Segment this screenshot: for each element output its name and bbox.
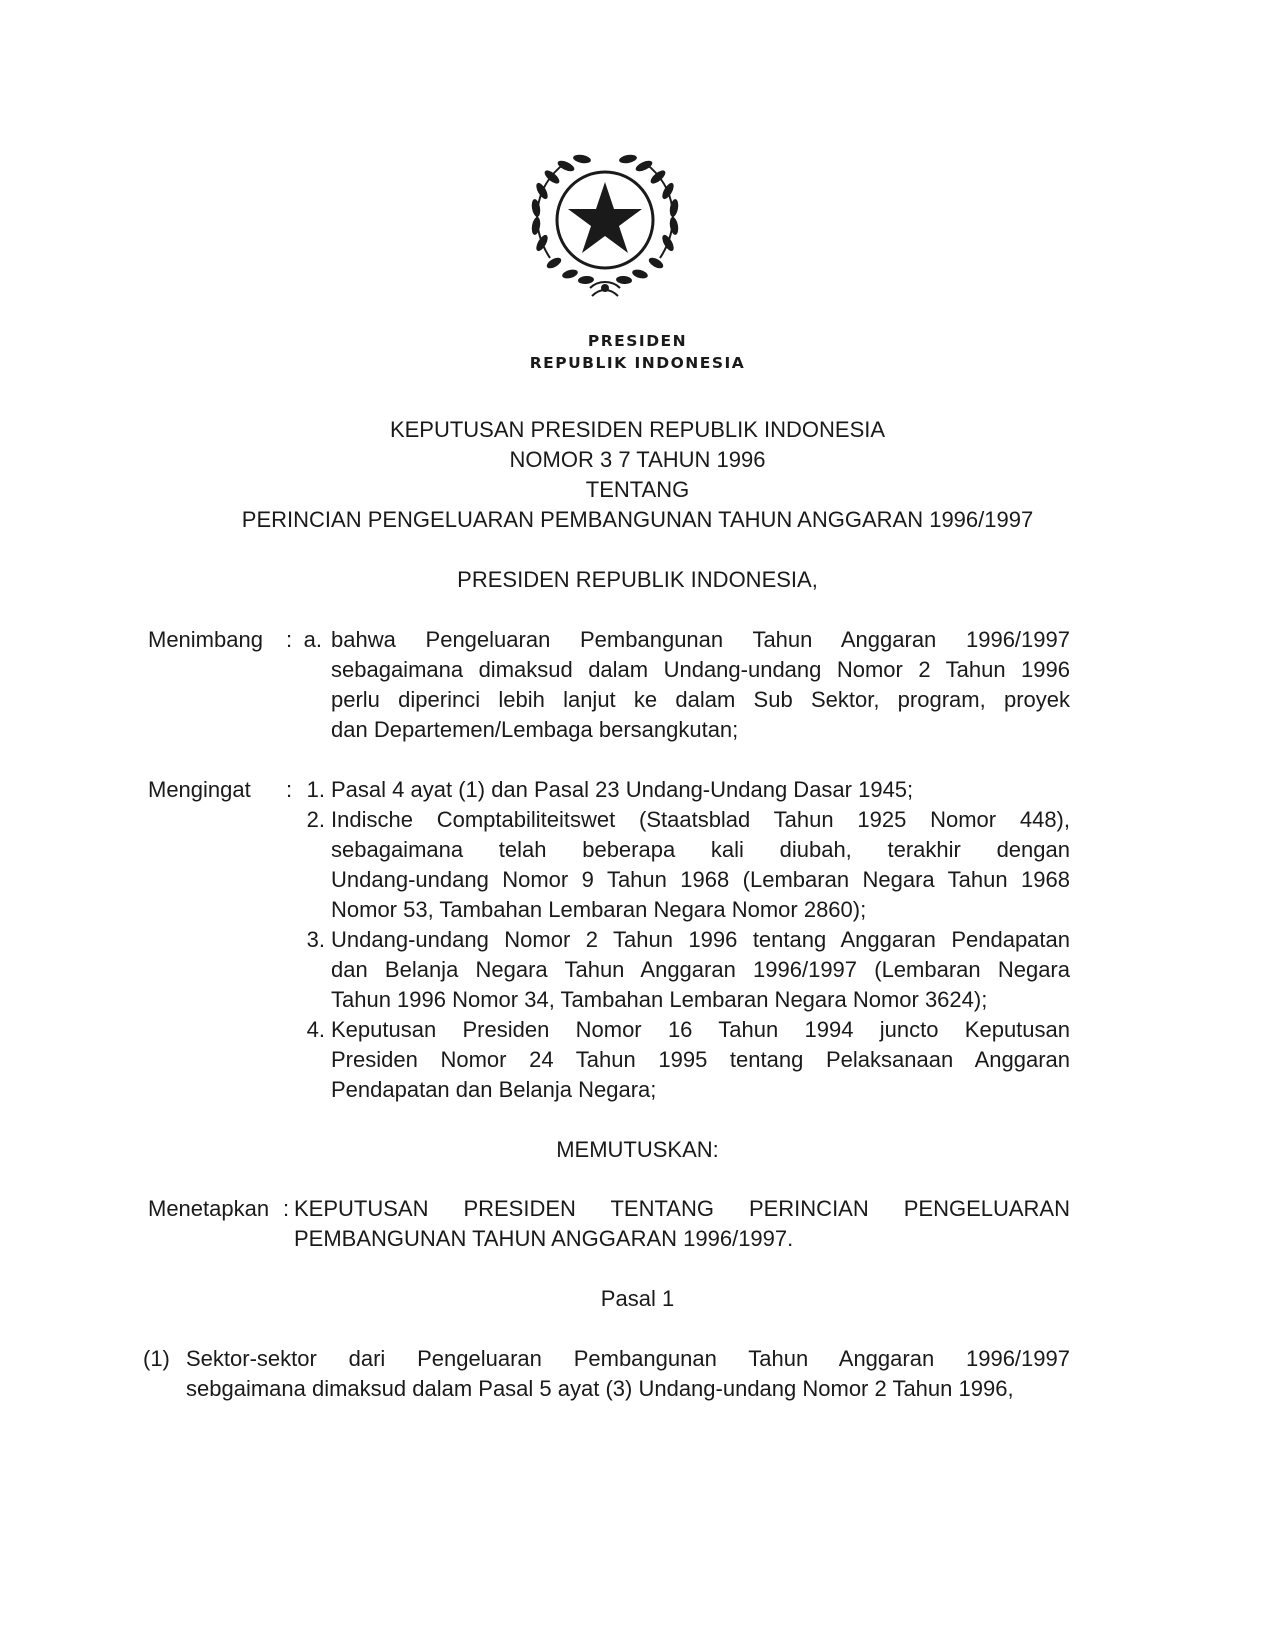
menimbang-marker: a.	[303, 627, 322, 652]
menimbang-line: sebagaimana dimaksud dalam Undang-undang Nomor 2 Tahun 1996	[331, 657, 1070, 682]
mengingat-item-line: Undang-undang Nomor 9 Tahun 1968 (Lembaran Negara Tahun 1968	[331, 867, 1070, 892]
mengingat-item-line: Pendapatan dan Belanja Negara;	[331, 1077, 657, 1102]
menetapkan-colon: :	[283, 1196, 290, 1221]
decree-title-line2: NOMOR 3 7 TAHUN 1996	[509, 447, 766, 472]
mengingat-item-line: Undang-undang Nomor 2 Tahun 1996 tentang Anggaran Pendapatan	[331, 927, 1070, 952]
mengingat-colon: :	[286, 777, 293, 802]
menimbang-label: Menimbang	[148, 627, 263, 652]
mengingat-item-line: sebagaimana telah beberapa kali diubah, terakhir dengan	[331, 837, 1070, 862]
mengingat-item-marker: 2.	[306, 807, 325, 832]
mengingat-label: Mengingat	[148, 777, 251, 802]
menetapkan-line: PEMBANGUNAN TAHUN ANGGARAN 1996/1997.	[294, 1226, 794, 1251]
mengingat-item-line: Indische Comptabiliteitswet (Staatsblad Tahun 1925 Nomor 448),	[331, 807, 1070, 832]
decree-title-line1: KEPUTUSAN PRESIDEN REPUBLIK INDONESIA	[389, 417, 886, 442]
menetapkan-label: Menetapkan	[148, 1196, 270, 1221]
mengingat-item-line: Keputusan Presiden Nomor 16 Tahun 1994 juncto Keputusan	[331, 1017, 1070, 1042]
issuer-line: PRESIDEN REPUBLIK INDONESIA,	[457, 567, 818, 592]
menetapkan-line: KEPUTUSAN PRESIDEN TENTANG PERINCIAN PENGELUARAN	[294, 1196, 1070, 1221]
memutuskan-heading: MEMUTUSKAN:	[556, 1137, 719, 1162]
garuda-star-wreath-emblem-icon	[520, 148, 690, 308]
mengingat-item-marker: 1.	[306, 777, 325, 802]
menimbang-line: dan Departemen/Lembaga bersangkutan;	[331, 717, 739, 742]
pasal-1-ayat-marker: (1)	[143, 1346, 170, 1371]
letterhead-republik-indonesia: REPUBLIK INDONESIA	[529, 354, 746, 372]
menimbang-line: bahwa Pengeluaran Pembangunan Tahun Anggaran 1996/1997	[331, 627, 1070, 652]
mengingat-item-line: Nomor 53, Tambahan Lembaran Negara Nomor 2860);	[331, 897, 867, 922]
mengingat-item-line: dan Belanja Negara Tahun Anggaran 1996/1997 (Lembaran Negara	[331, 957, 1070, 982]
pasal-1-line: sebgaimana dimaksud dalam Pasal 5 ayat (3) Undang-undang Nomor 2 Tahun 1996,	[186, 1376, 1014, 1401]
pasal-1-line: Sektor-sektor dari Pengeluaran Pembangunan Tahun Anggaran 1996/1997	[186, 1346, 1070, 1371]
mengingat-item-marker: 4.	[306, 1017, 325, 1042]
mengingat-item-line: Pasal 4 ayat (1) dan Pasal 23 Undang-Undang Dasar 1945;	[331, 777, 914, 802]
pasal-1-heading: Pasal 1	[600, 1286, 675, 1311]
letterhead-presiden: PRESIDEN	[587, 332, 688, 350]
decree-title-line4: PERINCIAN PENGELUARAN PEMBANGUNAN TAHUN ANGGARAN 1996/1997	[241, 507, 1034, 532]
menimbang-line: perlu diperinci lebih lanjut ke dalam Sub Sektor, program, proyek	[331, 687, 1070, 712]
mengingat-item-line: Presiden Nomor 24 Tahun 1995 tentang Pelaksanaan Anggaran	[331, 1047, 1070, 1072]
mengingat-item-marker: 3.	[306, 927, 325, 952]
mengingat-item-line: Tahun 1996 Nomor 34, Tambahan Lembaran Negara Nomor 3624);	[331, 987, 988, 1012]
decree-title-line3: TENTANG	[585, 477, 690, 502]
menimbang-colon: :	[286, 627, 293, 652]
